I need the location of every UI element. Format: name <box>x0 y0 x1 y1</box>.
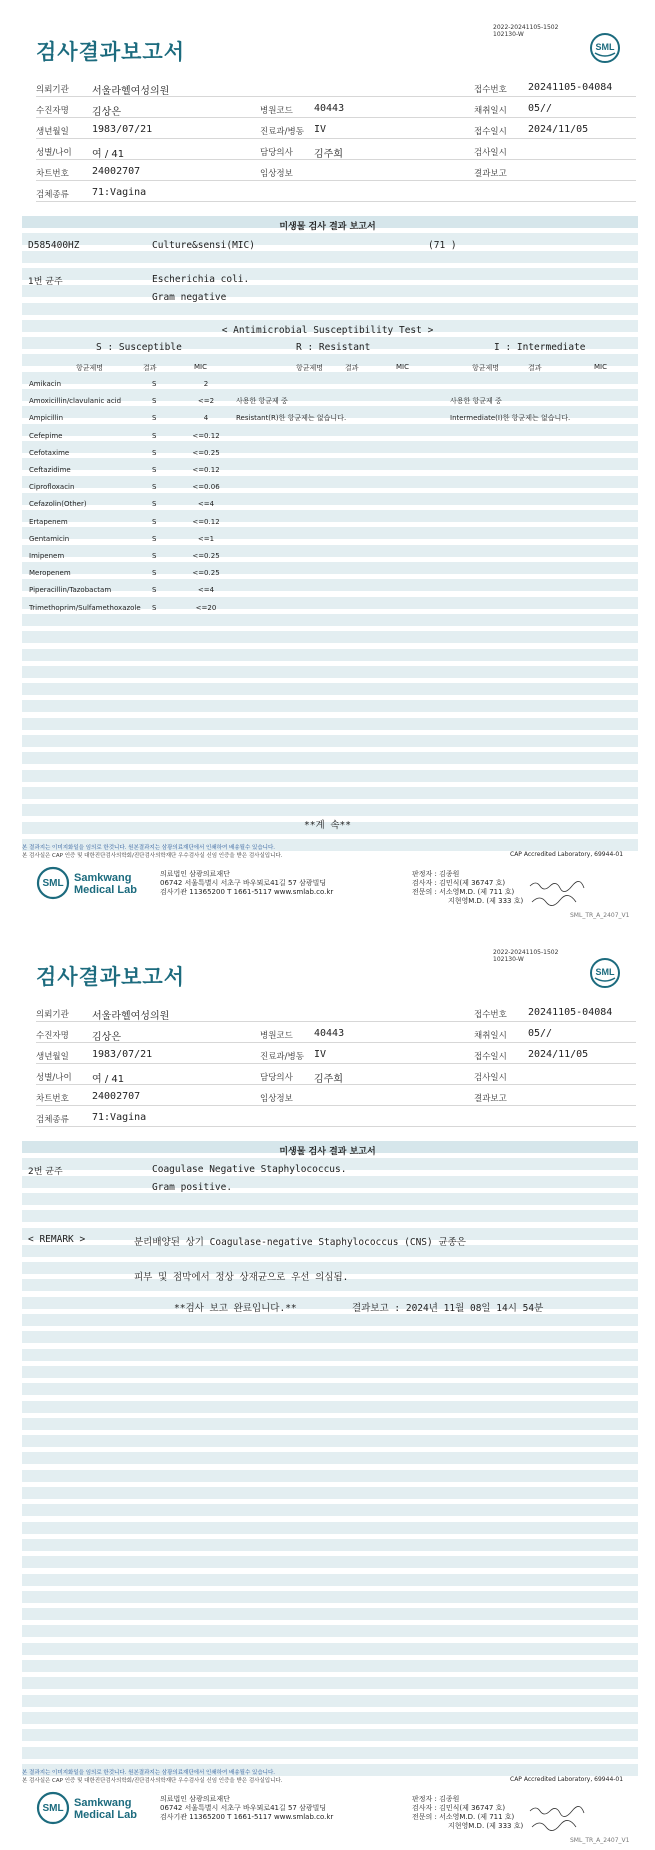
band-row <box>22 441 638 453</box>
note-intermediate-2: Intermediate(I)한 항균제는 없습니다. <box>450 414 571 422</box>
remark-line-1: 분리배양된 상기 Coagulase-negative Staphylococcus (CNS) 균종은 <box>134 1237 466 1248</box>
drug-result: S <box>152 603 157 612</box>
band-row <box>22 493 638 505</box>
drug-mic: <=4 <box>197 586 215 595</box>
svg-text:SML: SML <box>595 42 615 52</box>
drug-result: S <box>152 414 157 423</box>
sml-logo-icon <box>36 1791 70 1825</box>
svg-text:SML: SML <box>42 1803 64 1814</box>
band-row <box>22 1608 638 1620</box>
band-row <box>22 1401 638 1413</box>
band-row <box>22 649 638 661</box>
continued-note: **계 속** <box>304 820 351 831</box>
band-row <box>22 1574 638 1586</box>
svg-text:SML: SML <box>595 967 615 977</box>
drug-result: S <box>152 483 157 492</box>
collect-date: 05// <box>528 103 553 114</box>
band-row <box>22 683 638 695</box>
band-row <box>22 1383 638 1395</box>
band-row <box>22 1539 638 1551</box>
form-code: SML_TR_A_2407_V1 <box>570 912 630 919</box>
report-time: 결과보고 : 2024년 11월 08일 14시 54분 <box>352 1303 544 1314</box>
drug-name: Imipenem <box>29 552 65 560</box>
sml-badge-icon <box>589 32 621 64</box>
drug-mic: <=0.25 <box>192 448 220 457</box>
svg-text:SML: SML <box>42 878 64 889</box>
drug-mic: <=0.25 <box>192 569 220 578</box>
band-row <box>22 752 638 764</box>
sex-age: 여 / 41 <box>92 149 125 160</box>
band-row <box>22 562 638 574</box>
organism-gram: Gram negative <box>152 292 227 303</box>
band-row <box>22 1504 638 1516</box>
drug-result: S <box>152 466 157 474</box>
footer-note-1: 본 결과지는 이미지화일을 임의로 한것니다. 원본결과지는 삼광의료재단에서 인쇄하여 배송될수 있습니다. <box>22 845 276 851</box>
band-row <box>22 700 638 712</box>
drug-name: Trimethoprim/Sulfamethoxazole <box>29 603 141 612</box>
organism-label: 2번 균주 <box>28 1167 63 1177</box>
test-name: Culture&sensi(MIC) <box>152 240 255 251</box>
report-page-1: 2022-20241105-1502 102130-W 검사결과보고서 SML 의뢰기관 서울라헬여성의원 접수번호 20241105-04084 수진자명 김상은 병원코드 40443 채취일시 05// 생년월일 1983/07/21 진료과/병동 IV 접수일시 2024/11/05 성별/나이 여 / 41 담당의사 김주희 검사일시 차트번호 24002707 임상정보 결과보고 검체종류 71:Vagina 미생물 검사 결과 보고서 D585400HZ Culture&sensi(MIC) (71 ) 1번 균주 Escherichia coli. Gram negative < Antimicrobial Susceptibility Test > S : Susceptible R : Resistant I : Intermediate 항균제명 결과 MIC 항균제명 결과 MIC 항균제명 결과 MIC 사용한 항균제 중 Resistant(R)한 항균제는 없습니다. 사용한 항균제 중 Intermediate(I)한 항균제는 없습니다. Amikacin S 2 Amoxicillin/clavulanic acid S <=2 Ampicillin S 4 Cefepime S <=0.12 Cefotaxime S <=0.25 Ceftazidime S <=0.12 Ciprofloxacin S <=0.06 Cefazolin(Other) S <=4 Ertapenem S <=0.12 Gentamicin S <=1 Imipenem S <=0.25 Meropenem S <=0.25 Piperacillin/Tazobactam S <=4 Trimethoprim/Sulfamethoxazole S <=20 **계 속** 본 결과지는 이미지화일을 임의로 한것니다. 원본결과지는 삼광의료재단에서 인쇄하여 배송될수 있습니다. 본 검사실은 CAP 인증 및 대한진단검사의학회/진단검사의학재단 우수검사실 신임 인증을 받은 검사실입니다. CAP Accredited Laboratory, 69944-01 SML Samkwang Medical Lab 의료법인 삼광의료재단 06742 서울특별시 서초구 바우뫼로41길 57 삼광빌딩 검사기관 11365200 T 1661-5117 www.smlab.co.kr 판정자 : 김종원 검사자 : 김민식(제 36747 호) 전문의 : 서소영M.D. (제 711 호) 지현영M.D. (제 333 호) SML_TR_A_2407_V1 <box>0 0 655 925</box>
signatories: 판정자 : 김종원 검사자 : 김민식(제 36747 호) 전문의 : 서소영M.D. (제 711 호) 지현영M.D. (제 333 호) <box>412 870 524 905</box>
band-row <box>22 666 638 678</box>
band-row <box>22 1747 638 1759</box>
doctor: 김주희 <box>314 149 343 160</box>
drug-name: Amikacin <box>29 380 62 388</box>
band-row <box>22 1349 638 1361</box>
drug-name: Cefazolin(Other) <box>29 500 87 509</box>
band-row <box>22 1591 638 1603</box>
organism-name: Escherichia coli. <box>152 274 250 285</box>
band-row <box>22 1297 638 1309</box>
band-row <box>22 1712 638 1724</box>
cap-accreditation: CAP Accredited Laboratory, 69944-01 <box>510 851 624 858</box>
col-mic: MIC <box>194 363 207 371</box>
sml-logo-icon <box>36 866 70 900</box>
doc-code: 2022-20241105-1502 102130-W <box>493 949 559 963</box>
band-row <box>22 1643 638 1655</box>
drug-result: S <box>152 500 157 509</box>
hospital-code: 40443 <box>314 103 345 114</box>
drug-name: Meropenem <box>29 569 71 578</box>
report-complete: **검사 보고 완료입니다.** <box>174 1303 297 1314</box>
band-row <box>22 1418 638 1430</box>
doc-code: 2022-20241105-1502 102130-W <box>493 24 559 38</box>
lab-address: 의료법인 삼광의료재단 06742 서울특별시 서초구 바우뫼로41길 57 삼광빌딩 검사기관 11365200 T 1661-5117 www.smlab.co.kr <box>160 1795 334 1821</box>
drug-mic: <=0.12 <box>192 517 220 526</box>
report-page-2: 2022-20241105-1502 102130-W 검사결과보고서 SML 의뢰기관 서울라헬여성의원 접수번호 20241105-04084 수진자명 김상은 병원코드 40443 채취일시 05// 생년월일 1983/07/21 진료과/병동 IV 접수일시 2024/11/05 성별/나이 여 / 41 담당의사 김주희 검사일시 차트번호 24002707 임상정보 결과보고 검체종류 71:Vagina 미생물 검사 결과 보고서 2번 균주 Coagulase Negative Staphylococcus. Gram positive. < REMARK > 분리배양된 상기 Coagulase-negative Staphylococcus (CNS) 균종은 피부 및 점막에서 정상 상재균으로 우선 의심됨. **검사 보고 완료입니다.** 결과보고 : 2024년 11월 08일 14시 54분 본 결과지는 이미지화일을 임의로 한것니다. 원본결과지는 삼광의료재단에서 인쇄하여 배송될수 있습니다. 본 검사실은 CAP 인증 및 대한진단검사의학회/진단검사의학재단 우수검사실 신임 인증을 받은 검사실입니다. CAP Accredited Laboratory, 69944-01 SML Samkwang Medical Lab 의료법인 삼광의료재단 06742 서울특별시 서초구 바우뫼로41길 57 삼광빌딩 검사기관 11365200 T 1661-5117 www.smlab.co.kr 판정자 : 김종원 검사자 : 김민식(제 36747 호) 전문의 : 서소영M.D. (제 711 호) 지현영M.D. (제 333 호) SML_TR_A_2407_V1 <box>0 925 655 1850</box>
lab-address: 의료법인 삼광의료재단 06742 서울특별시 서초구 바우뫼로41길 57 삼광빌딩 검사기관 11365200 T 1661-5117 www.smlab.co.kr <box>160 870 334 896</box>
signature-mark <box>528 878 608 908</box>
drug-name: Ampicillin <box>29 414 64 423</box>
footer-note-2: 본 검사실은 CAP 인증 및 대한진단검사의학회/진단검사의학재단 우수검사실 신임 인증을 받은 검사실입니다. <box>22 853 283 859</box>
band-row <box>22 1331 638 1343</box>
drug-mic: <=2 <box>197 397 215 406</box>
band-row <box>22 787 638 799</box>
drug-name: Ciprofloxacin <box>29 483 75 492</box>
col-result: 결과 <box>143 364 157 372</box>
band-row <box>22 579 638 591</box>
section-title: 미생물 검사 결과 보고서 <box>279 222 376 232</box>
drug-mic: 4 <box>203 414 209 423</box>
institution-value: 서울라헬여성의원 <box>92 86 170 97</box>
samkwang-logo: SML Samkwang Medical Lab <box>36 866 146 906</box>
r-legend: R : Resistant <box>296 342 371 353</box>
drug-name: Ertapenem <box>29 517 68 526</box>
drug-mic: <=0.12 <box>192 431 220 440</box>
drug-mic: <=20 <box>195 603 217 612</box>
band-row <box>22 614 638 626</box>
drug-mic: <=0.25 <box>192 552 220 560</box>
patient-name: 김상은 <box>92 107 121 118</box>
band-row <box>22 1487 638 1499</box>
samkwang-logo: SML Samkwang Medical Lab <box>36 1791 146 1831</box>
band-row <box>22 1556 638 1568</box>
band-row <box>22 233 638 245</box>
chart-no: 24002707 <box>92 166 141 177</box>
organism-name: Coagulase Negative Staphylococcus. <box>152 1164 347 1175</box>
drug-mic: 2 <box>203 380 209 388</box>
band-row <box>22 372 638 384</box>
band-row <box>22 458 638 470</box>
band-row <box>22 631 638 643</box>
band-row <box>22 735 638 747</box>
note-resistant-2: Resistant(R)한 항균제는 없습니다. <box>236 414 347 422</box>
drug-mic: <=4 <box>197 500 215 509</box>
band-row <box>22 285 638 297</box>
band-row <box>22 1193 638 1205</box>
drug-name: Ceftazidime <box>29 466 71 474</box>
band-row <box>22 1366 638 1378</box>
band-row <box>22 1522 638 1534</box>
band-row <box>22 1660 638 1672</box>
band-row <box>22 424 638 436</box>
drug-result: S <box>152 534 157 543</box>
page-title: 검사결과보고서 <box>36 40 186 64</box>
band-row <box>22 251 638 263</box>
label-institution: 의뢰기관 <box>36 85 69 95</box>
band-row <box>22 510 638 522</box>
remark-line-2: 피부 및 점막에서 정상 상재균으로 우선 의심됨. <box>134 1272 349 1283</box>
drug-name: Piperacillin/Tazobactam <box>29 586 112 595</box>
band-row <box>22 1695 638 1707</box>
band-row <box>22 268 638 280</box>
drug-mic: <=1 <box>197 534 215 543</box>
test-code: D585400HZ <box>28 240 80 251</box>
band-row <box>22 1729 638 1741</box>
drug-result: S <box>152 517 157 526</box>
drug-result: S <box>152 586 157 595</box>
note-resistant-1: 사용한 항균제 중 <box>236 397 288 405</box>
band-row <box>22 303 638 315</box>
organism-gram: Gram positive. <box>152 1182 233 1193</box>
drug-result: S <box>152 448 157 457</box>
drug-mic: <=0.06 <box>192 483 220 492</box>
drug-result: S <box>152 397 157 406</box>
drug-name: Gentamicin <box>29 534 70 543</box>
band-row <box>22 1176 638 1188</box>
signatories: 판정자 : 김종원 검사자 : 김민식(제 36747 호) 전문의 : 서소영M.D. (제 711 호) 지현영M.D. (제 333 호) <box>412 1795 524 1830</box>
drug-result: S <box>152 569 157 578</box>
signature-mark <box>528 1803 608 1833</box>
band-row <box>22 476 638 488</box>
band-row <box>22 718 638 730</box>
band-row <box>22 1452 638 1464</box>
band-row <box>22 1210 638 1222</box>
dept: IV <box>314 124 327 135</box>
ast-title: < Antimicrobial Susceptibility Test > <box>221 325 434 336</box>
drug-result: S <box>152 552 157 560</box>
receive-date: 2024/11/05 <box>528 124 589 135</box>
drug-result: S <box>152 380 157 388</box>
organism-label: 1번 균주 <box>28 277 63 287</box>
band-row <box>22 1625 638 1637</box>
birth-date: 1983/07/21 <box>92 124 153 135</box>
sml-badge-icon <box>589 957 621 989</box>
band-row <box>22 354 638 366</box>
receipt-no: 20241105-04084 <box>528 82 613 93</box>
section-title: 미생물 검사 결과 보고서 <box>279 1147 376 1157</box>
band-row <box>22 1470 638 1482</box>
band-row <box>22 1677 638 1689</box>
band-row <box>22 545 638 557</box>
drug-mic: <=0.12 <box>192 466 220 474</box>
test-num: (71 ) <box>428 240 457 251</box>
drug-name: Cefotaxime <box>29 448 70 457</box>
band-row <box>22 1314 638 1326</box>
drug-result: S <box>152 431 157 440</box>
band-row <box>22 770 638 782</box>
specimen: 71:Vagina <box>92 187 147 198</box>
band-row <box>22 1435 638 1447</box>
drug-name: Amoxicillin/clavulanic acid <box>29 397 122 406</box>
band-row <box>22 527 638 539</box>
page-title: 검사결과보고서 <box>36 965 186 989</box>
band-row <box>22 804 638 816</box>
s-legend: S : Susceptible <box>96 342 182 353</box>
drug-name: Cefepime <box>29 431 63 440</box>
remark-label: < REMARK > <box>28 1234 86 1245</box>
i-legend: I : Intermediate <box>494 342 586 353</box>
note-intermediate-1: 사용한 항균제 중 <box>450 397 502 405</box>
col-drug: 항균제명 <box>76 364 104 372</box>
